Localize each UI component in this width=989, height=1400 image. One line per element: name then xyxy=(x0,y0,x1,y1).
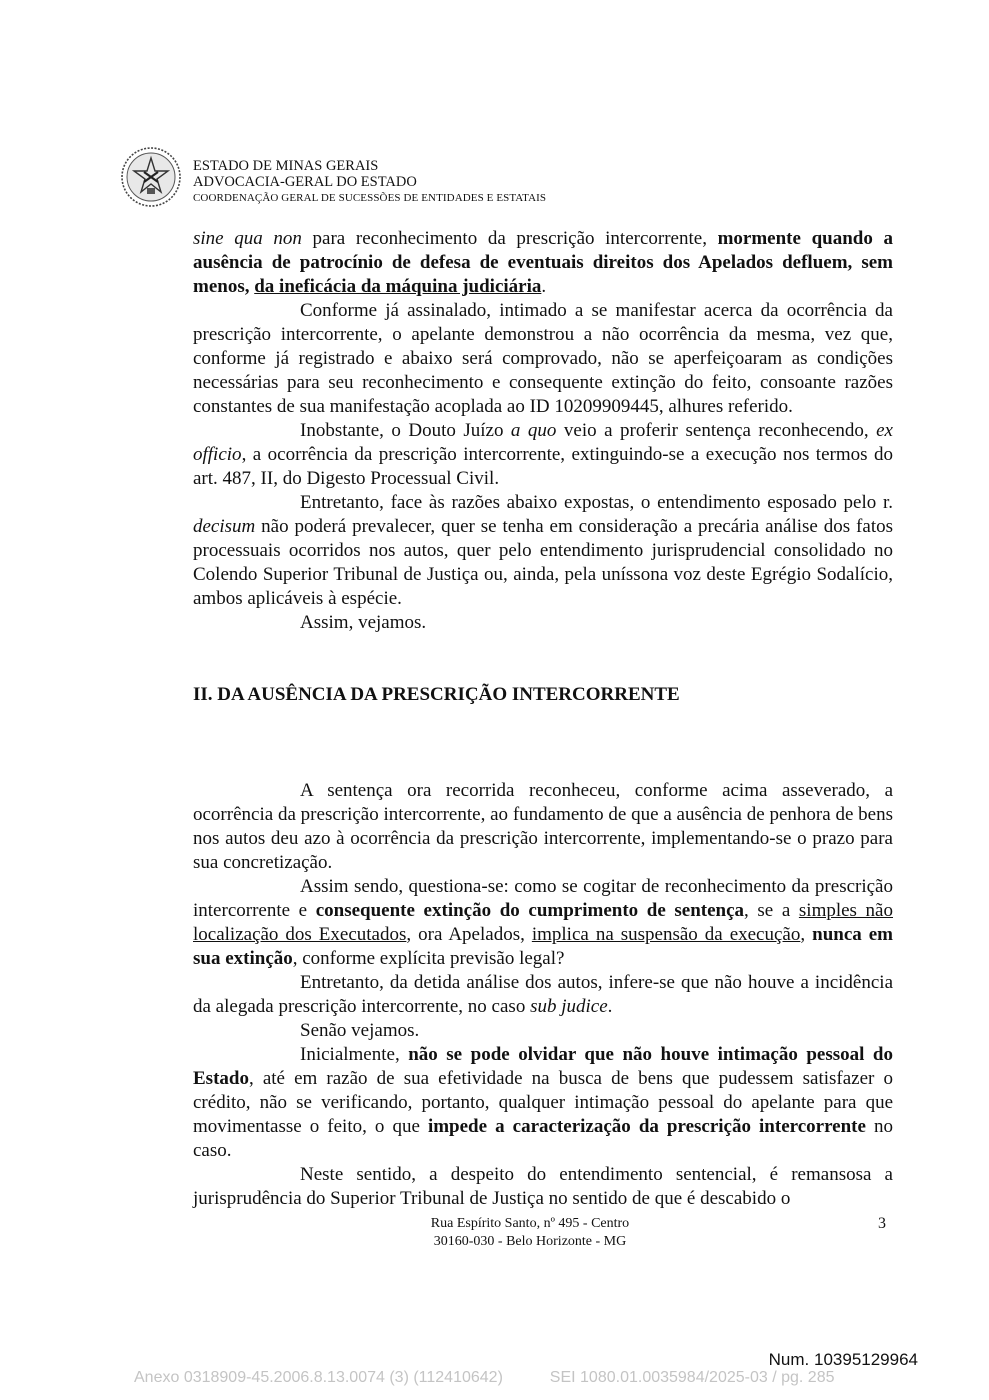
paragraph-1: sine qua non para reconhecimento da prescrição intercorrente, mormente quando a ausência de patrocínio de defesa de eventuais direitos dos Apelados defluem, sem menos, da ineficácia da máquina judiciária. xyxy=(193,228,893,297)
footer-address-line-1: Rua Espírito Santo, nº 495 - Centro xyxy=(430,1216,630,1231)
paragraph-7: Assim sendo, questiona-se: como se cogitar de reconhecimento da prescrição intercorrente e consequente extinção do cumprimento de sentença, se a simples não localização dos Executados, ora Apelados, implica na suspensão da execução, nunca em sua extinção, conforme explícita previsão legal? xyxy=(193,876,894,969)
page-number: 3 xyxy=(878,1215,886,1232)
document-number-stamp: Num. 10395129964 xyxy=(768,1350,918,1369)
letterhead xyxy=(193,158,546,206)
header-agency: ADVOCACIA-GERAL DO ESTADO xyxy=(193,174,417,190)
paragraph-8: Entretanto, da detida análise dos autos, infere-se que não houve a incidência da alegada prescrição intercorrente, no caso sub judice. xyxy=(193,972,893,1017)
footer-address-line-2: 30160-030 - Belo Horizonte - MG xyxy=(433,1234,627,1249)
annex-stamp xyxy=(134,1369,834,1387)
paragraph-3: Inobstante, o Douto Juízo a quo veio a proferir sentença reconhecendo, ex officio, a ocorrência da prescrição intercorrente, extinguindo-se a execução nos termos do art. 487, II, do Digesto Processual Civil. xyxy=(193,420,893,489)
minas-gerais-seal-icon xyxy=(120,146,182,208)
header-department: COORDENAÇÃO GERAL DE SUCESSÕES DE ENTIDADES E ESTATAIS xyxy=(193,192,547,204)
annex-reference: Anexo 0318909-45.2006.8.13.0074 (3) (112410642) xyxy=(134,1369,503,1386)
coat-of-arms-seal xyxy=(120,146,182,208)
paragraph-9: Senão vejamos. xyxy=(300,1020,420,1041)
paragraph-5: Assim, vejamos. xyxy=(300,612,427,633)
paragraph-11: Neste sentido, a despeito do entendimento sentencial, é remansosa a jurisprudência do Superior Tribunal de Justiça no sentido de que é descabido o xyxy=(193,1164,893,1209)
document-body xyxy=(193,227,893,1211)
footer-address xyxy=(330,1215,730,1251)
paragraph-4: Entretanto, face às razões abaixo expostas, o entendimento esposado pelo r. decisum não poderá prevalecer, quer se tenha em consideração a precária análise dos fatos processuais ocorridos nos autos, quer pelo entendimento jurisprudencial consolidado no Colendo Superior Tribunal de Justiça ou, ainda, pela uníssona voz deste Egrégio Sodalício, ambos aplicáveis à espécie. xyxy=(193,492,893,609)
section-title: II. DA AUSÊNCIA DA PRESCRIÇÃO INTERCORRENTE xyxy=(193,684,680,705)
header-state: ESTADO DE MINAS GERAIS xyxy=(193,158,379,174)
paragraph-6: A sentença ora recorrida reconheceu, conforme acima asseverado, a ocorrência da prescrição intercorrente, ao fundamento de que a ausência de penhora de bens nos autos deu azo à ocorrência da prescrição intercorrente, implementando-se o prazo para sua concretização. xyxy=(193,780,893,873)
sei-reference: SEI 1080.01.0035984/2025-03 / pg. 285 xyxy=(549,1369,835,1386)
paragraph-10: Inicialmente, não se pode olvidar que não houve intimação pessoal do Estado, até em razão de sua efetividade na busca de bens que pudessem satisfazer o crédito, não se verificando, portanto, qualquer intimação pessoal do apelante para que movimentasse o feito, o que impede a caracterização da prescrição intercorrente no caso. xyxy=(193,1044,893,1161)
paragraph-2: Conforme já assinalado, intimado a se manifestar acerca da ocorrência da prescrição intercorrente, o apelante demonstrou a não ocorrência da mesma, vez que, conforme já registrado e abaixo será comprovado, não se aperfeiçoaram as condições necessárias para seu reconhecimento e consequente extinção do feito, consoante razões constantes de sua manifestação acoplada ao ID 10209909445, alhures referido. xyxy=(193,300,893,417)
